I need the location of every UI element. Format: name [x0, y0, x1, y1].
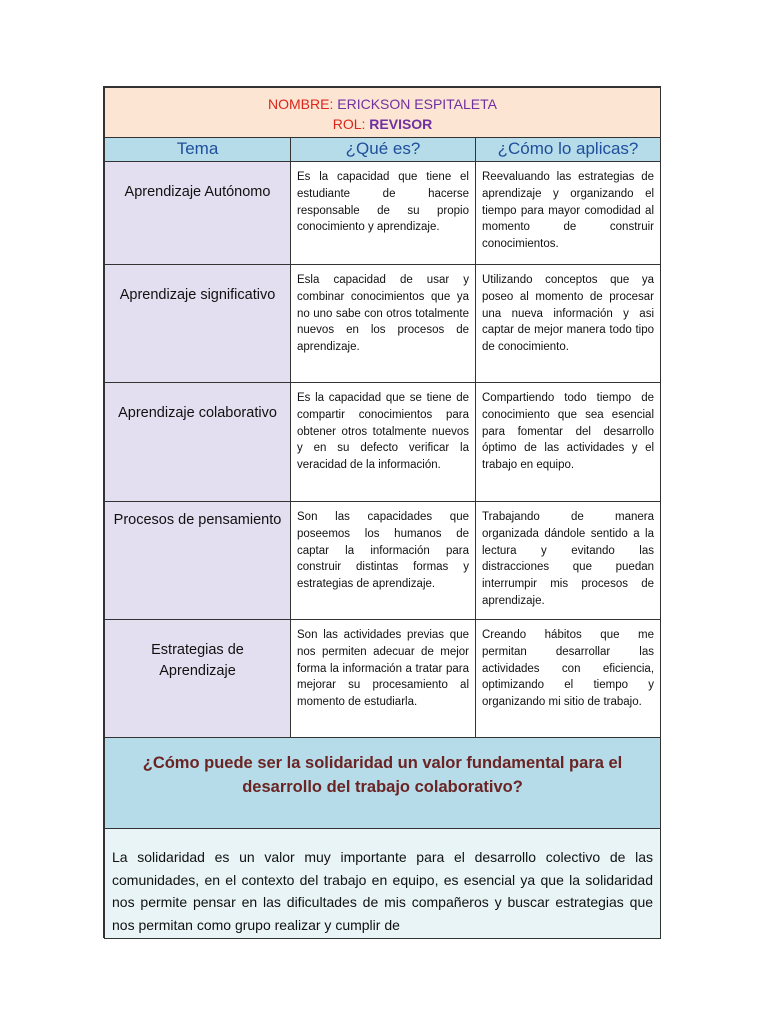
table-row — [105, 502, 661, 620]
table-row — [105, 383, 661, 502]
header-block — [105, 88, 661, 138]
row-como: Utilizando conceptos que ya poseo al momento de procesar una nueva información y asi captar de mejor manera todo tipo de conocimiento. — [476, 265, 661, 383]
question-heading: ¿Cómo puede ser la solidaridad un valor fundamental para el desarrollo del trabajo colaborativo? — [105, 738, 661, 829]
row-tema: Procesos de pensamiento — [105, 502, 291, 620]
rol-line — [105, 114, 660, 134]
row-como: Creando hábitos que me permitan desarrollar las actividades con eficiencia, optimizando el tiempo y organizando mi sitio de trabajo. — [476, 620, 661, 738]
column-header-que-es: ¿Qué es? — [291, 138, 476, 162]
row-que-es: Es la capacidad que se tiene de compartir conocimientos para obtener otros totalmente nuevos y en su defecto verificar la veracidad de la información. — [291, 383, 476, 502]
nombre-line — [105, 94, 660, 114]
row-tema: Estrategias de Aprendizaje — [105, 620, 291, 738]
table-row — [105, 162, 661, 265]
nombre-label: NOMBRE: — [268, 96, 334, 112]
row-tema: Aprendizaje significativo — [105, 265, 291, 383]
column-header-como: ¿Cómo lo aplicas? — [476, 138, 661, 162]
row-que-es: Son las actividades previas que nos permiten adecuar de mejor forma la información a tratar para mejorar su procesamiento al momento de estudiarla. — [291, 620, 476, 738]
topics-table — [104, 87, 661, 939]
row-como: Reevaluando las estrategias de aprendizaje y organizando el tiempo para mayor comodidad al momento de construir conocimientos. — [476, 162, 661, 265]
answer-paragraph: La solidaridad es un valor muy importante para el desarrollo colectivo de las comunidades, en el contexto del trabajo en equipo, es esencial ya que la solidaridad nos permite pensar en las dificultades de mis compañeros y buscar estrategias que nos permitan como grupo realizar y cumplir de — [105, 829, 661, 939]
rol-value: REVISOR — [369, 116, 433, 132]
column-header-tema: Tema — [105, 138, 291, 162]
row-como: Compartiendo todo tiempo de conocimiento que sea esencial para fomentar del desarrollo óptimo de las actividades y el trabajo en equipo. — [476, 383, 661, 502]
rol-label: ROL: — [332, 116, 366, 132]
row-que-es: Es la capacidad que tiene el estudiante de hacerse responsable de su propio conocimiento y aprendizaje. — [291, 162, 476, 265]
row-que-es: Esla capacidad de usar y combinar conocimientos que ya no uno sabe con otros totalmente nuevos en los procesos de aprendizaje. — [291, 265, 476, 383]
row-tema: Aprendizaje Autónomo — [105, 162, 291, 265]
nombre-value: ERICKSON ESPITALETA — [337, 96, 497, 112]
table-row — [105, 265, 661, 383]
row-tema: Aprendizaje colaborativo — [105, 383, 291, 502]
table-row — [105, 620, 661, 738]
row-como: Trabajando de manera organizada dándole sentido a la lectura y evitando las distracciones que puedan interrumpir mis procesos de aprendizaje. — [476, 502, 661, 620]
row-que-es: Son las capacidades que poseemos los humanos de captar la información para construir distintas formas y estrategias de aprendizaje. — [291, 502, 476, 620]
document-page — [103, 86, 661, 938]
